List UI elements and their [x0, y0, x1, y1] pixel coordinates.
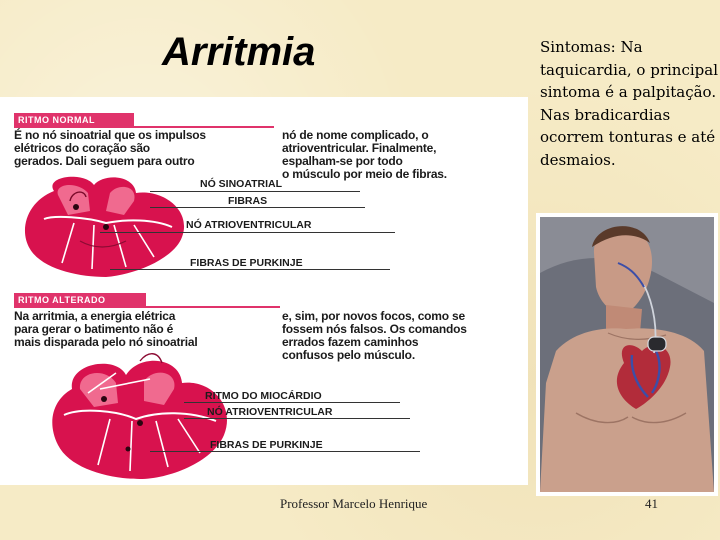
footer-credit: Professor Marcelo Henrique	[280, 496, 428, 511]
label-myocardium-rhythm: RITMO DO MIOCÁRDIO	[205, 390, 322, 402]
label-atrioventricular-node: NÓ ATRIOVENTRICULAR	[186, 219, 312, 231]
label-fibers: FIBRAS	[228, 195, 268, 207]
pacemaker-patient-illustration	[536, 213, 718, 496]
symptoms-text: Sintomas: Na taquicardia, o principal sintoma é a palpitação. Nas bradicardias ocorrem tonturas e até desmaios.	[540, 38, 718, 169]
slide-title: Arritmia	[162, 30, 316, 74]
leader-line	[184, 402, 400, 403]
leader-line	[184, 418, 410, 419]
normal-text-left: É no nó sinoatrial que os impulsos elétricos do coração são gerados. Dali seguem para outro	[14, 128, 206, 168]
leader-line	[150, 207, 365, 208]
normal-heart-illustration	[14, 171, 204, 281]
heart-conduction-diagram	[0, 97, 528, 485]
band-normal-rhythm: RITMO NORMAL	[14, 113, 134, 127]
band-altered-underline	[14, 306, 280, 308]
label-atrioventricular-node-altered: NÓ ATRIOVENTRICULAR	[207, 406, 333, 418]
altered-text-right: e, sim, por novos focos, como se fossem nós falsos. Os comandos errados fazem caminhos confusos pelo músculo.	[282, 309, 467, 362]
leader-line	[150, 451, 420, 452]
page-number: 41	[645, 496, 658, 511]
leader-line	[110, 269, 390, 270]
label-purkinje-fibers-altered: FIBRAS DE PURKINJE	[210, 439, 323, 451]
label-sinoatrial-node: NÓ SINOATRIAL	[200, 178, 283, 190]
normal-text-right: nó de nome complicado, o atrioventricular. Finalmente, espalham-se por todo o músculo por meio de fibras.	[282, 128, 447, 181]
leader-line	[150, 191, 360, 192]
band-altered-rhythm: RITMO ALTERADO	[14, 293, 146, 307]
leader-line	[100, 232, 395, 233]
label-purkinje-fibers: FIBRAS DE PURKINJE	[190, 257, 303, 269]
altered-text-left: Na arritmia, a energia elétrica para gerar o batimento não é mais disparada pelo nó sinoatrial	[14, 309, 198, 349]
